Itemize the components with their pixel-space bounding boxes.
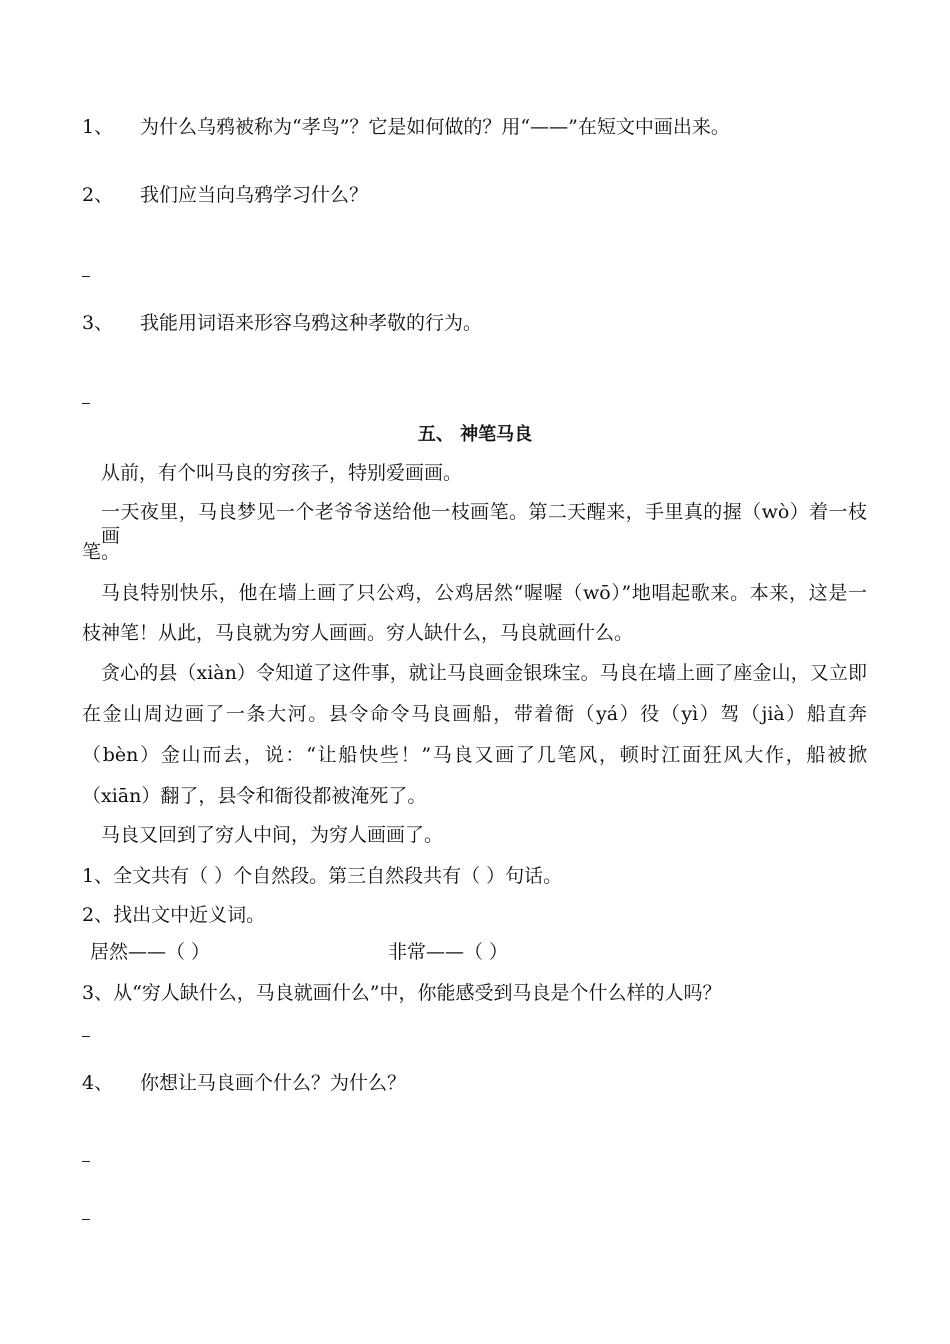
- paragraph-line: 笔。: [82, 541, 121, 563]
- answer-line-mark: [82, 276, 90, 277]
- answer-line-mark: [82, 1161, 90, 1162]
- question-number: 3、: [82, 312, 114, 334]
- answer-line-mark: [82, 1219, 90, 1220]
- question-number: 4、: [82, 1072, 114, 1094]
- paragraph-line: （bèn）金山而去，说：“让船快些！”马良又画了几笔风，顿时江面狂风大作，船被掀: [82, 744, 867, 766]
- question-text: 1、全文共有（ ）个自然段。第三自然段共有（ ）句话。: [82, 865, 563, 887]
- synonym-blank: 居然——（ ）: [90, 941, 211, 963]
- section-title: 五、 神笔马良: [417, 424, 533, 445]
- paragraph-line: （xiān）翻了，县令和衙役都被淹死了。: [82, 785, 427, 807]
- question-text: 我们应当向乌鸦学习什么？: [140, 184, 369, 206]
- paragraph: 马良又回到了穷人中间，为穷人画画了。: [101, 824, 444, 846]
- paragraph: 从前，有个叫马良的穷孩子，特别爱画画。: [101, 462, 463, 484]
- question-number: 1、: [82, 116, 114, 138]
- paragraph-line: 马良特别快乐，他在墙上画了只公鸡，公鸡居然“喔喔（wō）”地唱起歌来。本来，这是一: [101, 582, 867, 604]
- question-number: 2、: [82, 184, 114, 206]
- question-text: 2、找出文中近义词。: [82, 904, 266, 926]
- question-text: 我能用词语来形容乌鸦这种孝敬的行为。: [140, 312, 483, 334]
- paragraph-line: 一天夜里，马良梦见一个老爷爷送给他一枝画笔。第二天醒来，手里真的握（wò）着一枝画: [101, 501, 867, 547]
- answer-line-mark: [82, 403, 90, 404]
- question-text: 为什么乌鸦被称为“孝鸟”？它是如何做的？用“——”在短文中画出来。: [140, 116, 730, 138]
- synonym-blank: 非常——（ ）: [388, 941, 509, 963]
- answer-line-mark: [82, 1036, 90, 1037]
- question-text: 3、从“穷人缺什么，马良就画什么”中，你能感受到马良是个什么样的人吗？: [82, 982, 722, 1004]
- paragraph-line: 在金山周边画了一条大河。县令命令马良画船，带着衙（yá）役（yì）驾（jià）船直奔: [82, 703, 867, 725]
- question-text: 你想让马良画个什么？为什么？: [140, 1072, 407, 1094]
- paragraph-line: 贪心的县（xiàn）令知道了这件事，就让马良画金银珠宝。马良在墙上画了座金山，又立即: [101, 662, 867, 684]
- paragraph-line: 枝神笔！从此，马良就为穷人画画。穷人缺什么，马良就画什么。: [82, 622, 634, 644]
